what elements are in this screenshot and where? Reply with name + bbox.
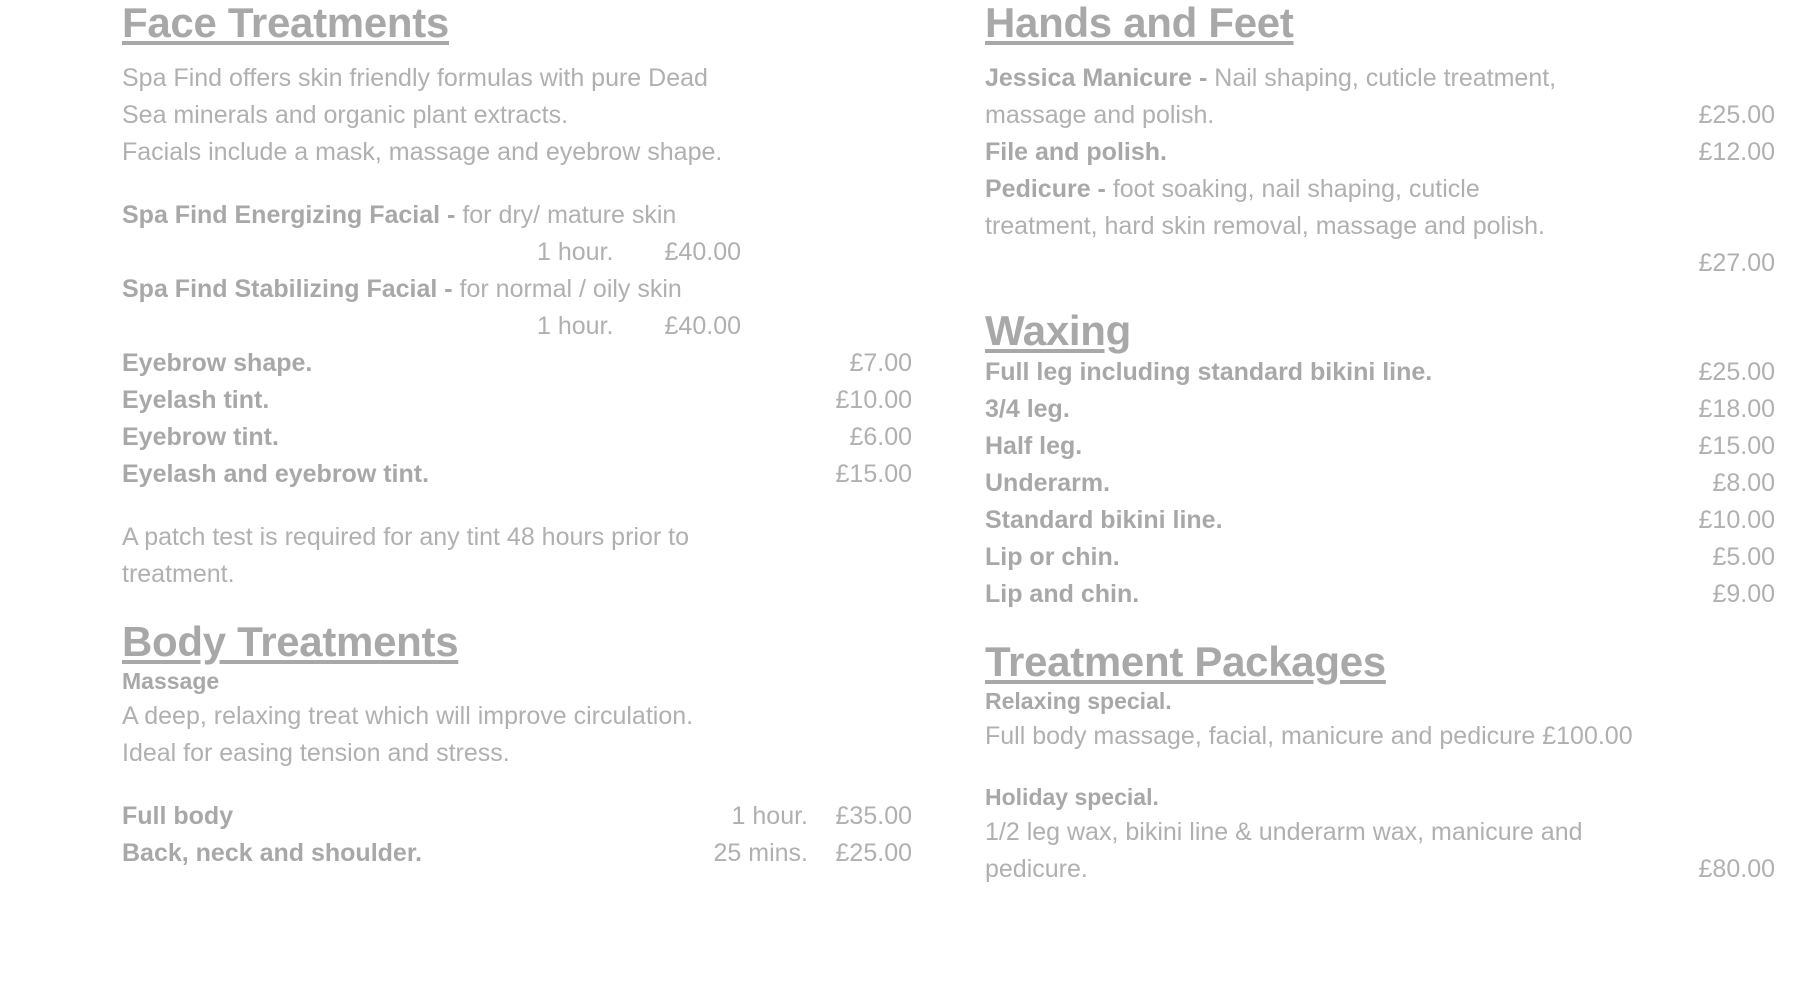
right-column — [985, 0, 1775, 888]
treatment-desc-row — [985, 97, 1775, 134]
package-name: Holiday special. — [985, 784, 1159, 810]
treatment-name: Jessica Manicure - — [985, 64, 1208, 92]
left-column — [122, 0, 912, 872]
list-item — [122, 798, 912, 835]
package-desc: Full body massage, facial, manicure and pedicure £100.00 — [985, 722, 1633, 750]
treatment-price: £40.00 — [664, 238, 741, 266]
list-item — [985, 134, 1775, 171]
treatment-price: £7.00 — [849, 349, 912, 377]
list-item — [122, 197, 912, 234]
list-item — [985, 465, 1775, 502]
face-intro-line-3: Facials include a mask, massage and eyebrow shape. — [122, 138, 723, 166]
treatment-desc-cont: massage and polish. — [985, 101, 1215, 129]
treatment-price: £9.00 — [1712, 580, 1775, 608]
list-item — [985, 502, 1775, 539]
treatment-price: £35.00 — [835, 802, 912, 830]
treatment-name: Spa Find Stabilizing Facial - — [122, 275, 453, 303]
list-item — [985, 539, 1775, 576]
treatment-desc: Nail shaping, cuticle treatment, — [1214, 64, 1557, 92]
list-item — [985, 428, 1775, 465]
treatment-price: £6.00 — [849, 423, 912, 451]
treatment-name: Full body — [122, 802, 234, 830]
list-item — [122, 271, 912, 308]
treatment-desc: for normal / oily skin — [459, 275, 682, 303]
waxing-heading: Waxing — [985, 307, 1131, 354]
list-item — [985, 171, 1775, 208]
treatment-duration: 25 mins. — [713, 839, 808, 867]
treatment-desc-row — [985, 208, 1775, 245]
treatment-price: £5.00 — [1712, 543, 1775, 571]
package-desc-row — [985, 851, 1775, 888]
treatment-name: Full leg including standard bikini line. — [985, 358, 1433, 386]
patch-test-note-line-2: treatment. — [122, 560, 235, 588]
list-item — [985, 60, 1775, 97]
treatment-name: Eyelash tint. — [122, 386, 270, 414]
treatment-name: Lip and chin. — [985, 580, 1140, 608]
treatment-price: £27.00 — [1698, 249, 1775, 277]
patch-test-note-line-1: A patch test is required for any tint 48 hours prior to — [122, 523, 689, 551]
treatment-duration-row — [122, 308, 912, 345]
package-desc-cont: pedicure. — [985, 855, 1088, 883]
treatment-name: Eyebrow tint. — [122, 423, 279, 451]
treatment-desc: foot soaking, nail shaping, cuticle — [1112, 175, 1480, 203]
treatment-name: Lip or chin. — [985, 543, 1120, 571]
package-name: Relaxing special. — [985, 688, 1172, 714]
treatment-name: Eyebrow shape. — [122, 349, 313, 377]
treatment-name: 3/4 leg. — [985, 395, 1070, 423]
face-intro-line-2: Sea minerals and organic plant extracts. — [122, 101, 569, 129]
treatment-name: Spa Find Energizing Facial - — [122, 201, 456, 229]
list-item — [122, 456, 912, 493]
treatment-duration: 1 hour. — [537, 312, 614, 340]
massage-desc-line-2: Ideal for easing tension and stress. — [122, 739, 510, 767]
treatment-duration-row — [122, 234, 912, 271]
list-item — [985, 391, 1775, 428]
treatment-name: Half leg. — [985, 432, 1083, 460]
treatment-name: Underarm. — [985, 469, 1111, 497]
treatment-duration: 1 hour. — [731, 802, 808, 830]
treatment-duration: 1 hour. — [537, 238, 614, 266]
hands-and-feet-heading: Hands and Feet — [985, 0, 1294, 46]
package-price: £80.00 — [1698, 855, 1775, 883]
treatment-price: £12.00 — [1698, 138, 1775, 166]
treatment-price: £25.00 — [1698, 358, 1775, 386]
treatment-desc-cont: treatment, hard skin removal, massage and polish. — [985, 212, 1545, 240]
treatment-price: £25.00 — [1698, 101, 1775, 129]
face-intro-line-1: Spa Find offers skin friendly formulas with pure Dead — [122, 64, 708, 92]
treatment-price: £40.00 — [664, 312, 741, 340]
body-treatments-heading: Body Treatments — [122, 618, 459, 665]
treatment-name: Eyelash and eyebrow tint. — [122, 460, 430, 488]
list-item — [122, 345, 912, 382]
list-item — [122, 835, 912, 872]
treatment-name: Standard bikini line. — [985, 506, 1223, 534]
treatment-name: File and polish. — [985, 138, 1167, 166]
treatment-price: £10.00 — [1698, 506, 1775, 534]
treatment-price: £25.00 — [835, 839, 912, 867]
treatment-price: £10.00 — [835, 386, 912, 414]
list-item — [985, 576, 1775, 613]
treatment-price: £18.00 — [1698, 395, 1775, 423]
treatment-name: Pedicure - — [985, 175, 1106, 203]
treatment-name: Back, neck and shoulder. — [122, 839, 423, 867]
treatment-price: £15.00 — [1698, 432, 1775, 460]
massage-desc-line-1: A deep, relaxing treat which will improve circulation. — [122, 702, 694, 730]
list-item — [122, 419, 912, 456]
treatment-price-row — [985, 245, 1775, 282]
treatment-price: £15.00 — [835, 460, 912, 488]
treatment-packages-heading: Treatment Packages — [985, 638, 1386, 685]
list-item — [985, 354, 1775, 391]
treatment-price: £8.00 — [1712, 469, 1775, 497]
list-item — [122, 382, 912, 419]
package-desc: 1/2 leg wax, bikini line & underarm wax, manicure and — [985, 818, 1583, 846]
massage-subheading: Massage — [122, 668, 220, 694]
treatment-desc: for dry/ mature skin — [462, 201, 677, 229]
face-treatments-heading: Face Treatments — [122, 0, 449, 46]
